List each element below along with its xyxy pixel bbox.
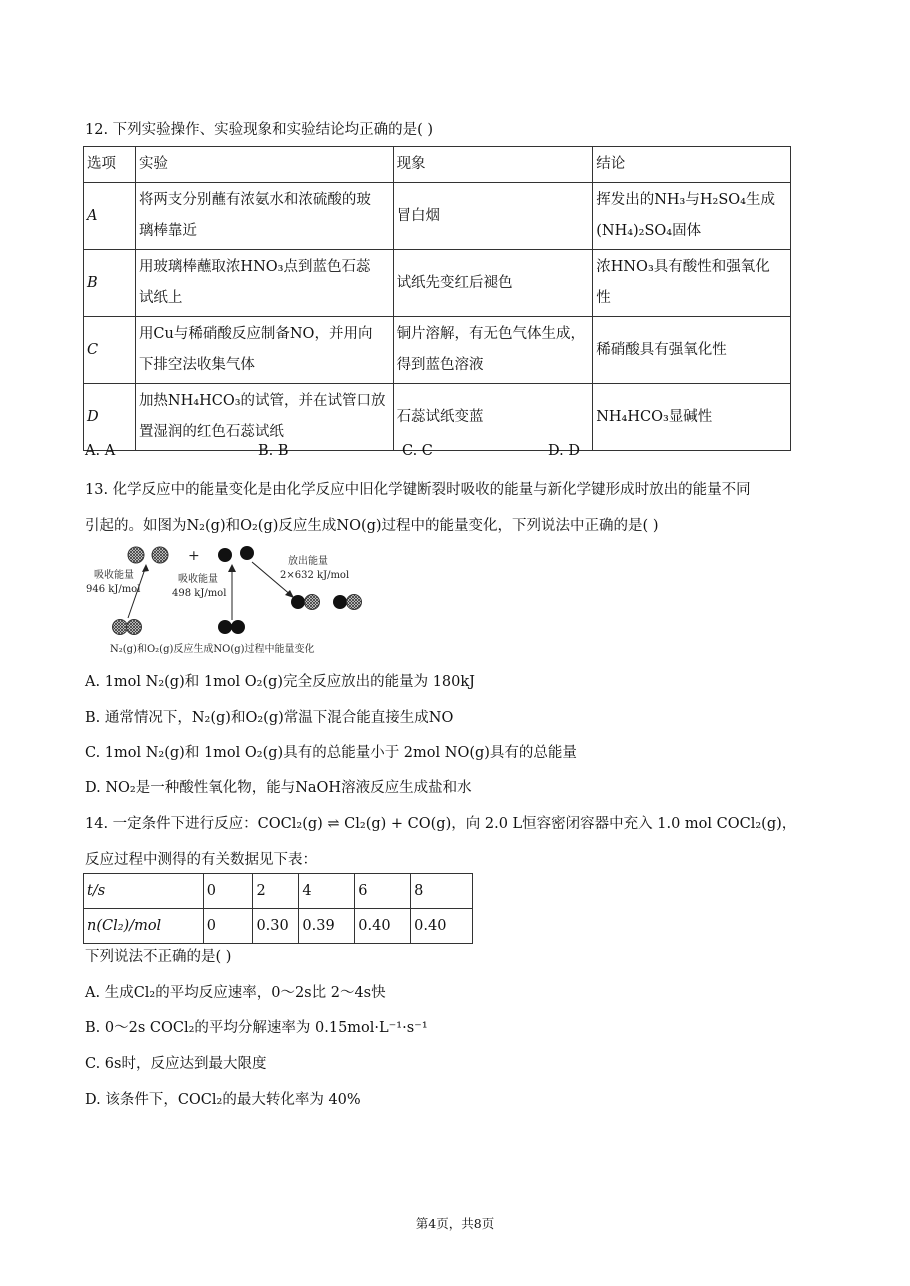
q12-header-experiment: 实验 <box>135 147 393 183</box>
q12-row-b-phen: 试纸先变红后褪色 <box>393 250 593 317</box>
q14-option-d: D. 该条件下，COCl₂的最大转化率为 40% <box>85 1092 361 1108</box>
q14-row1-cell: 6 <box>355 874 411 909</box>
q12-choice-d: D. D <box>548 443 580 459</box>
q12-row-c-exp-line1: 用Cu与稀硝酸反应制备NO，并用向 <box>138 326 373 342</box>
o-atom-icon <box>218 620 232 634</box>
q14-row2-cell: 0.40 <box>411 909 473 944</box>
q12-row-a-exp-line1: 将两支分别蘸有浓氨水和浓硫酸的玻 <box>138 192 371 208</box>
table-row <box>84 909 473 944</box>
o-atom-icon <box>291 595 305 609</box>
n-atom-icon <box>305 595 320 610</box>
q14-row1-cell: 4 <box>299 874 355 909</box>
q12-stem: 12. 下列实验操作、实验现象和实验结论均正确的是( ) <box>85 122 434 138</box>
q14-row2-cell: 0.30 <box>253 909 299 944</box>
absorb-label-1: 吸收能量 <box>94 570 134 581</box>
q13-stem-line2: 引起的。如图为N₂(g)和O₂(g)反应生成NO(g)过程中的能量变化，下列说法中正确的是( ) <box>85 518 659 534</box>
q12-row-a-phen: 冒白烟 <box>393 183 593 250</box>
n-atom-icon <box>152 547 168 563</box>
table-row <box>84 384 791 451</box>
q12-row-b-exp-line1: 用玻璃棒蘸取浓HNO₃点到蓝色石蕊 <box>138 259 371 275</box>
q14-row1-cell: 8 <box>411 874 473 909</box>
q13-option-b: B. 通常情况下，N₂(g)和O₂(g)常温下混合能直接生成NO <box>85 710 454 726</box>
release-label: 放出能量 <box>288 556 328 567</box>
q12-choice-c: C. C <box>402 443 433 459</box>
absorb-value-1: 946 kJ/mol <box>86 584 141 595</box>
o-atom-icon <box>218 548 232 562</box>
absorb-label-2: 吸收能量 <box>178 574 218 585</box>
q12-row-a-concl-line2: (NH₄)₂SO₄固体 <box>596 223 702 239</box>
q13-option-d: D. NO₂是一种酸性氧化物，能与NaOH溶液反应生成盐和水 <box>85 780 472 796</box>
q12-row-d-exp-line1: 加热NH₄HCO₃的试管，并在试管口放 <box>138 393 386 409</box>
q12-header-conclusion: 结论 <box>593 147 791 183</box>
q12-choice-b: B. B <box>258 443 289 459</box>
q12-row-b-option: B <box>84 250 136 317</box>
q14-row1-cell: 2 <box>253 874 299 909</box>
o-atom-icon <box>240 546 254 560</box>
q14-stem-line1: 14. 一定条件下进行反应：COCl₂(g) ⇌ Cl₂(g) + CO(g)，向 2.0 L恒容密闭容器中充入 1.0 mol COCl₂(g)， <box>85 816 797 832</box>
n-atom-icon <box>127 620 142 635</box>
q12-row-c-option: C <box>84 317 136 384</box>
q14-row2-head: n(Cl₂)/mol <box>84 909 204 944</box>
q14-row2-cell: 0 <box>203 909 253 944</box>
q12-row-a-concl-line1: 挥发出的NH₃与H₂SO₄生成 <box>596 192 775 208</box>
q12-row-c-exp-line2: 下排空法收集气体 <box>138 357 255 373</box>
q12-table <box>83 146 791 451</box>
q14-question: 下列说法不正确的是( ) <box>85 949 232 965</box>
energy-diagram <box>80 540 380 660</box>
arrow-head-icon <box>142 564 149 572</box>
q12-row-c-phen-line2: 得到蓝色溶液 <box>396 357 484 373</box>
table-row <box>84 250 791 317</box>
figure-caption: N₂(g)和O₂(g)反应生成NO(g)过程中能量变化 <box>110 644 315 655</box>
n-atom-icon <box>113 620 128 635</box>
o-atom-icon <box>333 595 347 609</box>
table-row <box>84 874 473 909</box>
q12-header-phenomenon: 现象 <box>393 147 593 183</box>
q12-row-b-exp-line2: 试纸上 <box>138 290 183 306</box>
q14-row1-cell: 0 <box>203 874 253 909</box>
release-value: 2×632 kJ/mol <box>280 570 350 581</box>
table-row <box>84 317 791 384</box>
o-atom-icon <box>231 620 245 634</box>
q12-row-c-concl: 稀硝酸具有强氧化性 <box>593 317 791 384</box>
q14-stem-line2: 反应过程中测得的有关数据见下表： <box>85 852 317 868</box>
q14-option-c: C. 6s时，反应达到最大限度 <box>85 1056 267 1072</box>
absorb-value-2: 498 kJ/mol <box>172 588 227 599</box>
q12-row-a-option: A <box>84 183 136 250</box>
q12-row-b-concl-line1: 浓HNO₃具有酸性和强氧化 <box>596 259 770 275</box>
table-row <box>84 183 791 250</box>
q13-option-a: A. 1mol N₂(g)和 1mol O₂(g)完全反应放出的能量为 180kJ <box>85 674 475 690</box>
q12-row-d-option: D <box>84 384 136 451</box>
q12-row-b-concl-line2: 性 <box>596 290 611 306</box>
q12-choice-a: A. A <box>85 443 116 459</box>
arrow-head-icon <box>228 564 236 572</box>
q13-option-c: C. 1mol N₂(g)和 1mol O₂(g)具有的总能量小于 2mol NO(g)具有的总能量 <box>85 745 577 761</box>
q14-option-a: A. 生成Cl₂的平均反应速率，0～2s比 2～4s快 <box>85 985 386 1001</box>
n-atom-icon <box>347 595 362 610</box>
q14-row2-cell: 0.39 <box>299 909 355 944</box>
q12-header-option: 选项 <box>84 147 136 183</box>
q12-row-a-exp-line2: 璃棒靠近 <box>138 223 197 239</box>
page-footer: 第4页，共8页 <box>415 1216 495 1231</box>
plus-sign: + <box>188 548 200 564</box>
q12-row-d-phen: 石蕊试纸变蓝 <box>393 384 593 451</box>
q14-row2-cell: 0.40 <box>355 909 411 944</box>
q12-row-d-exp-line2: 置湿润的红色石蕊试纸 <box>138 424 284 440</box>
q12-row-c-phen-line1: 铜片溶解，有无色气体生成， <box>396 326 586 342</box>
q14-table <box>83 873 473 944</box>
q14-row1-head: t/s <box>84 874 204 909</box>
q12-row-d-concl: NH₄HCO₃显碱性 <box>593 384 791 451</box>
q14-option-b: B. 0～2s COCl₂的平均分解速率为 0.15mol·L⁻¹·s⁻¹ <box>85 1020 428 1036</box>
n-atom-icon <box>128 547 144 563</box>
q13-stem-line1: 13. 化学反应中的能量变化是由化学反应中旧化学键断裂时吸收的能量与新化学键形成时放出的能量不同 <box>85 482 751 498</box>
